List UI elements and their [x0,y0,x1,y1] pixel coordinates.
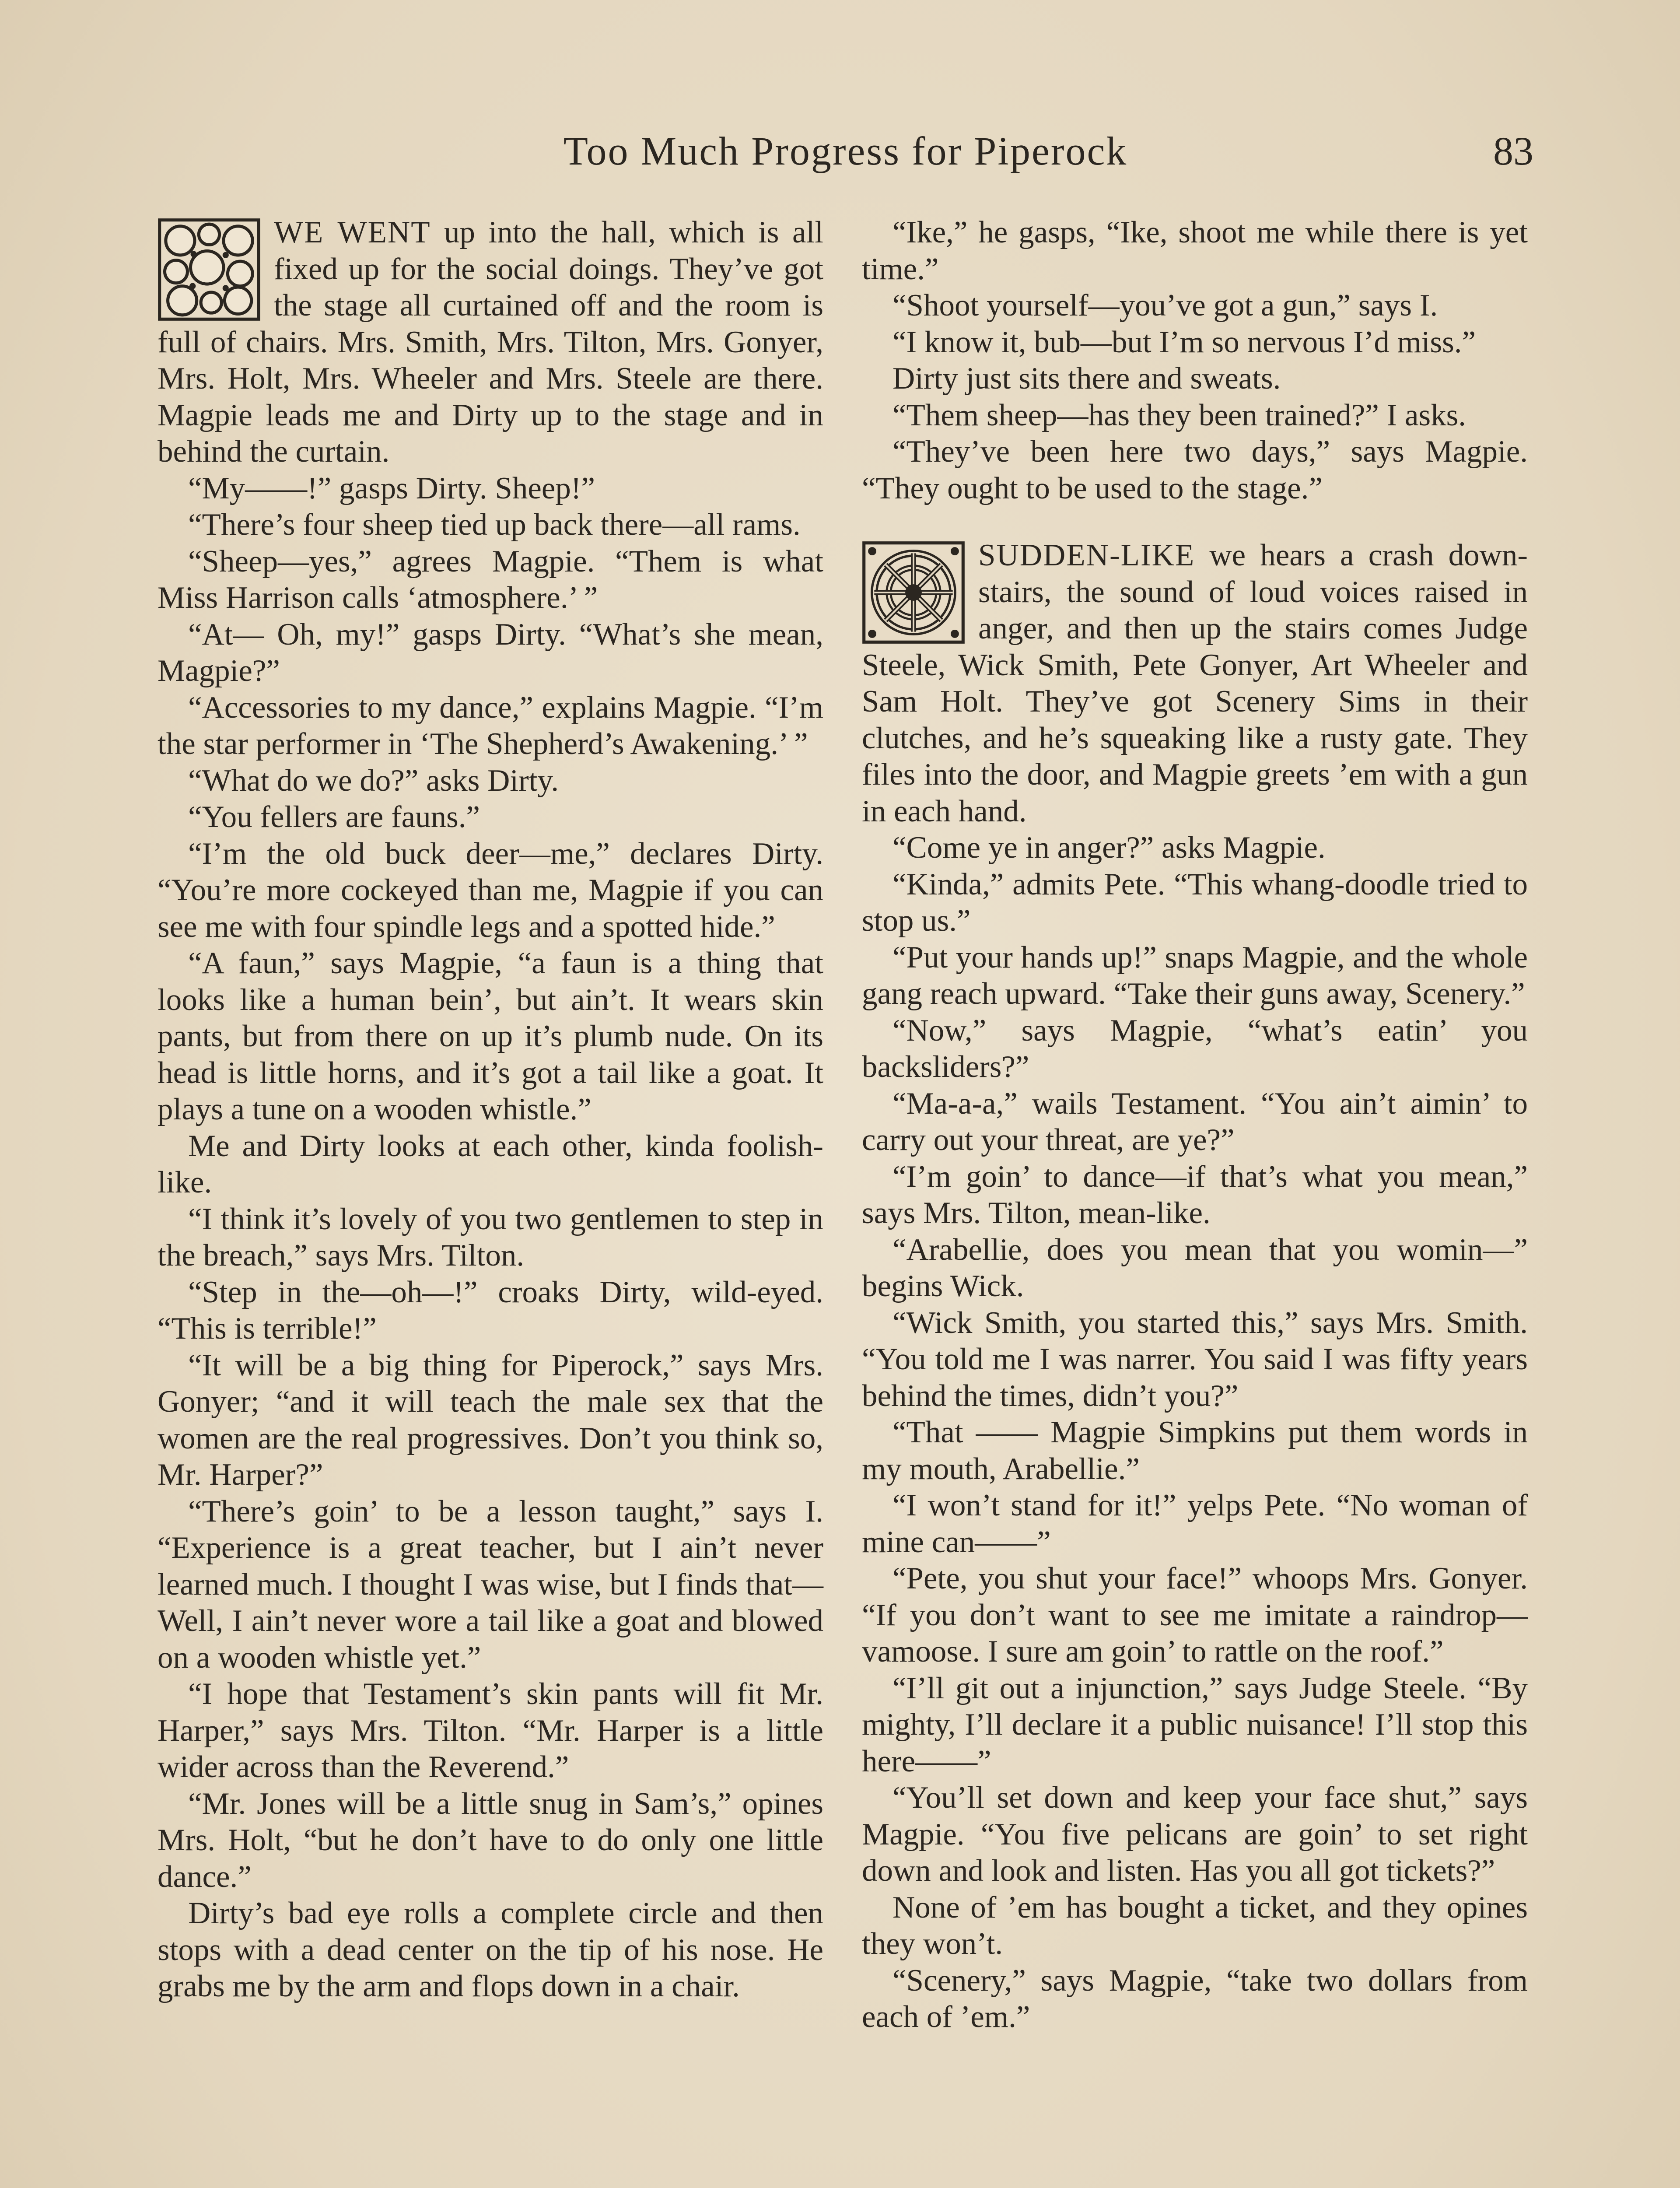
running-header [158,118,1533,184]
paragraph: “Them sheep—has they been trained?” I asks. [892,398,1466,432]
celtic-knot-ornament-icon [862,541,965,644]
paragraph: “At— Oh, my!” gasps Dirty. “What’s she mean, Magpie?” [158,617,823,688]
paragraph: “I think it’s lovely of you two gentlemen to step in the breach,” says Mrs. Tilton. [158,1202,823,1273]
paragraph: Me and Dirty looks at each other, kinda foolish-like. [158,1129,823,1199]
paragraph: “What do we do?” asks Dirty. [188,763,559,798]
paragraph: “Wick Smith, you started this,” says Mrs. Smith. “You told me I was narrer. You said I was fifty years behind the times, didn’t you?” [862,1305,1528,1413]
paragraph: “Step in the—oh—!” croaks Dirty, wild-eyed. “This is terrible!” [158,1275,823,1346]
paragraph: “Ike,” he gasps, “Ike, shoot me while there is yet time.” [862,215,1528,286]
paragraph: “I know it, bub—but I’m so nervous I’d miss.” [892,325,1476,359]
paragraph: Dirty’s bad eye rolls a complete circle and then stops with a dead center on the tip of his nose. He grabs me by the arm and flops down in a chair. [158,1896,823,2003]
paragraph: “That —— Magpie Simpkins put them words in my mouth, Arabellie.” [862,1415,1528,1486]
paragraph: “You’ll set down and keep your face shut,” says Magpie. “You five pelicans are goin’ to set right down and look and listen. Has you all got tickets?” [862,1781,1528,1888]
paragraph: “It will be a big thing for Piperock,” says Mrs. Gonyer; “and it will teach the male sex that the women are the real progressives. Don’t you think so, Mr. Harper?” [158,1348,823,1492]
paragraph: “Shoot yourself—you’ve got a gun,” says I. [892,288,1438,323]
section-lead-words: WE WENT [274,215,431,249]
section-opening-text: up into the hall, which is all fixed up for the social doings. They’ve got the stage all curtained off and the room is full of chairs. Mrs. Smith, Mrs. Tilton, Mrs. Gonyer, Mrs. Holt, Mrs. Wheeler and Mrs. Steele are there. Magpie leads me and Dirty up to the stage and in behind the curtain. [158,215,823,469]
section-opening-text: we hears a crash down-stairs, the sound of loud voices raised in anger, and then up the stairs comes Judge Steele, Wick Smith, Pete Gonyer, Art Wheeler and Sam Holt. They’ve got Scenery Sims in their clutches, and he’s squeaking like a rusty gate. They files into the door, and Magpie greets ’em with a gun in each hand. [862,538,1528,828]
paragraph: “Come ye in anger?” asks Magpie. [892,831,1326,865]
paragraph: “Now,” says Magpie, “what’s eatin’ you backsliders?” [862,1013,1528,1084]
paragraph: “You fellers are fauns.” [188,800,480,834]
paragraph: “I’m the old buck deer—me,” declares Dirty. “You’re more cockeyed than me, Magpie if you can see me with four spindle legs and a spotted hide.” [158,836,823,944]
paragraph: “Sheep—yes,” agrees Magpie. “Them is what Miss Harrison calls ‘atmosphere.’ ” [158,544,823,615]
paragraph: “Arabellie, does you mean that you womin—” begins Wick. [862,1232,1528,1303]
paragraph: “A faun,” says Magpie, “a faun is a thing that looks like a human bein’, but ain’t. It wears skin pants, but from there on up it’s plumb nude. On its head is little horns, and it’s got a tail like a goat. It plays a tune on a wooden whistle.” [158,946,823,1126]
page-number: 83 [1493,129,1533,173]
paragraph: “Scenery,” says Magpie, “take two dollars from each of ’em.” [862,1963,1528,2034]
paragraph: “Accessories to my dance,” explains Magpie. “I’m the star performer in ‘The Shepherd’s Awakening.’ ” [158,690,823,761]
bubble-ornament-icon [158,218,261,321]
paragraph: “There’s four sheep tied up back there—all rams. [188,508,801,542]
paragraph: “I hope that Testament’s skin pants will fit Mr. Harper,” says Mrs. Tilton. “Mr. Harper is a little wider across than the Reverend.” [158,1677,823,1784]
section-lead-words: SUDDEN-LIKE [978,538,1195,572]
section-opening-paragraph [862,537,1528,830]
paragraph: “I won’t stand for it!” yelps Pete. “No woman of mine can——” [862,1488,1528,1559]
paragraph: “Kinda,” admits Pete. “This whang-doodle tried to stop us.” [862,867,1528,938]
paragraph: Dirty just sits there and sweats. [892,361,1281,396]
right-column [862,214,1528,2036]
paragraph: “There’s goin’ to be a lesson taught,” says I. “Experience is a great teacher, but I ain’t never learned much. I thought I was wise, but I finds that— Well, I ain’t never wore a tail like a goat and blowed on a wooden whistle yet.” [158,1494,823,1675]
paragraph: “Ma-a-a,” wails Testament. “You ain’t aimin’ to carry out your threat, are ye?” [862,1086,1528,1157]
left-column [158,214,823,2005]
paragraph: “Put your hands up!” snaps Magpie, and the whole gang reach upward. “Take their guns away, Scenery.” [862,940,1528,1011]
paragraph: “Pete, you shut your face!” whoops Mrs. Gonyer. “If you don’t want to see me imitate a raindrop—vamoose. I sure am goin’ to rattle on the roof.” [862,1561,1528,1669]
paragraph: “I’ll git out a injunction,” says Judge Steele. “By mighty, I’ll declare it a public nuisance! I’ll stop this here——” [862,1671,1528,1778]
paragraph: “They’ve been here two days,” says Magpie. “They ought to be used to the stage.” [862,435,1528,505]
paragraph: “My——!” gasps Dirty. Sheep!” [188,471,595,505]
running-title: Too Much Progress for Piperock [563,129,1128,173]
paragraph: None of ’em has bought a ticket, and they opines they won’t. [862,1890,1528,1961]
section-opening-paragraph [158,214,823,470]
paragraph: “Mr. Jones will be a little snug in Sam’s,” opines Mrs. Holt, “but he don’t have to do only one little dance.” [158,1786,823,1894]
paragraph: “I’m goin’ to dance—if that’s what you mean,” says Mrs. Tilton, mean-like. [862,1159,1528,1230]
